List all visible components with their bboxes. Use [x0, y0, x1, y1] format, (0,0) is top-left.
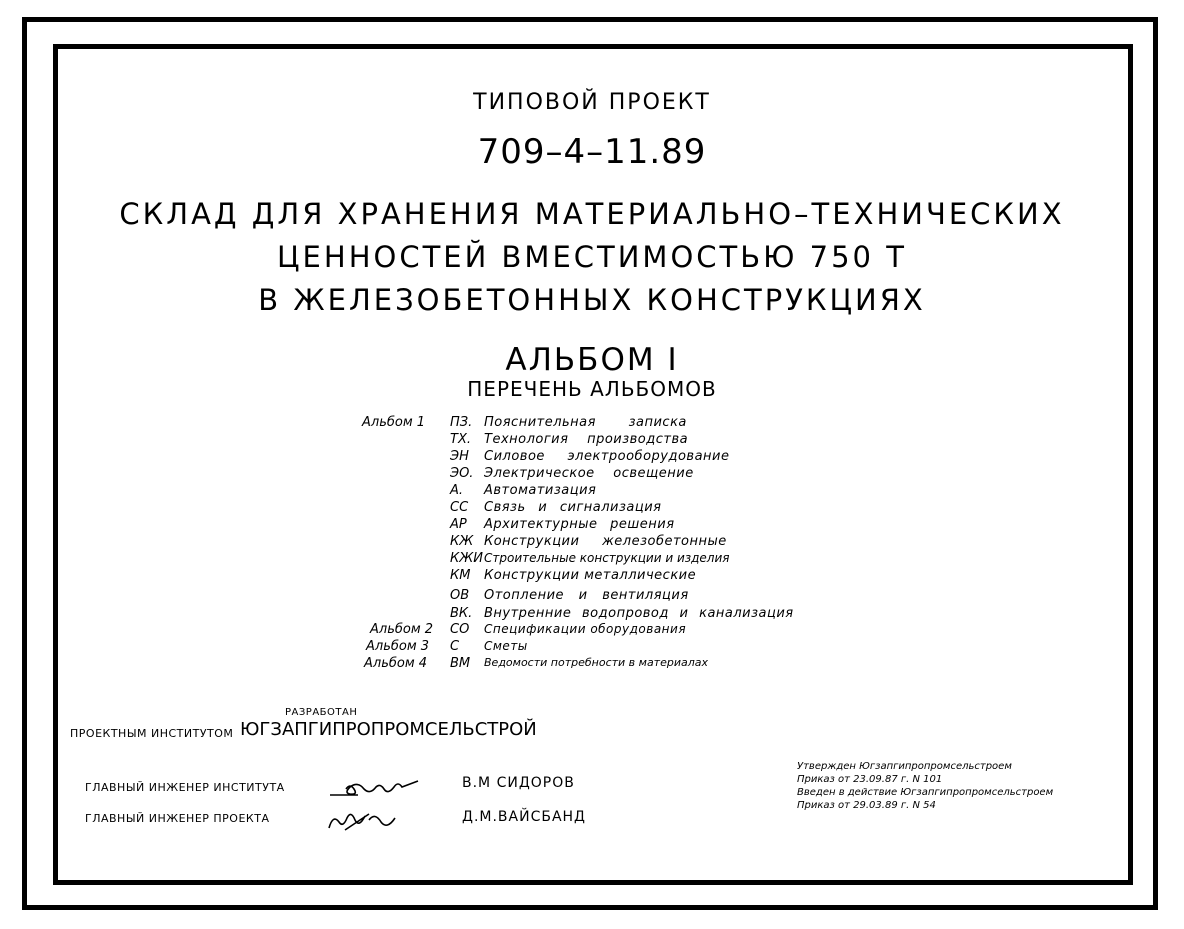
- section-desc: Связь и сигнализация: [484, 500, 662, 515]
- section-desc: Архитектурные решения: [484, 517, 675, 532]
- section-code: ТХ.: [450, 432, 471, 447]
- album-heading: АЛЬБОМ I: [505, 342, 679, 378]
- title-line-1: СКЛАД ДЛЯ ХРАНЕНИЯ МАТЕРИАЛЬНО–ТЕХНИЧЕСКИХ: [119, 197, 1065, 231]
- approval-line: Приказ от 29.03.89 г. N 54: [797, 800, 936, 811]
- project-type: ТИПОВОЙ ПРОЕКТ: [473, 90, 711, 115]
- section-code: ПЗ.: [450, 415, 473, 430]
- album-label: Альбом 4: [364, 656, 428, 671]
- title-line-3: В ЖЕЛЕЗОБЕТОННЫХ КОНСТРУКЦИЯХ: [258, 283, 926, 317]
- signer-name: В.М СИДОРОВ: [462, 775, 575, 791]
- section-desc: Спецификации оборудования: [484, 622, 687, 636]
- section-code: КЖИ: [450, 551, 483, 566]
- section-code: ВК.: [450, 606, 473, 621]
- section-code: ЭН: [450, 449, 469, 464]
- signature-role: ГЛАВНЫЙ ИНЖЕНЕР ИНСТИТУТА: [85, 781, 285, 794]
- section-desc: Электрическое освещение: [484, 466, 694, 481]
- developed-by-label: ПРОЕКТНЫМ ИНСТИТУТОМ: [70, 727, 234, 740]
- section-code: ОВ: [450, 588, 470, 603]
- section-desc: Автоматизация: [484, 483, 597, 498]
- project-number: 709–4–11.89: [477, 132, 707, 172]
- album-subheading: ПЕРЕЧЕНЬ АЛЬБОМОВ: [467, 377, 717, 401]
- section-desc: Строительные конструкции и изделия: [484, 551, 730, 565]
- signature-sidorov: [328, 777, 424, 801]
- section-code: КМ: [450, 568, 471, 583]
- section-desc: Пояснительная записка: [484, 415, 687, 430]
- section-desc: Конструкции металлические: [484, 568, 697, 583]
- section-desc: Конструкции железобетонные: [484, 534, 727, 549]
- album-label: Альбом 3: [366, 639, 430, 654]
- section-code: КЖ: [450, 534, 474, 549]
- section-code: ВМ: [450, 656, 471, 671]
- approval-line: Приказ от 23.09.87 г. N 101: [797, 774, 943, 785]
- institute-name: ЮГЗАПГИПРОПРОМСЕЛЬСТРОЙ: [240, 719, 537, 740]
- section-desc: Технология производства: [484, 432, 689, 447]
- section-desc: Внутренние водопровод и канализация: [484, 606, 794, 621]
- title-line-2: ЦЕННОСТЕЙ ВМЕСТИМОСТЬЮ 750 Т: [277, 240, 907, 274]
- section-desc: Ведомости потребности в материалах: [484, 656, 709, 669]
- section-code: АР: [450, 517, 467, 532]
- developed-label: РАЗРАБОТАН: [285, 707, 358, 718]
- section-code: С: [450, 639, 460, 654]
- section-code: А.: [450, 483, 464, 498]
- section-code: СО: [450, 622, 470, 637]
- approval-note: [797, 760, 1053, 812]
- signature-role: ГЛАВНЫЙ ИНЖЕНЕР ПРОЕКТА: [85, 812, 270, 825]
- approval-line: Утвержден Югзапгипропромсельстроем: [797, 761, 1012, 772]
- section-code: СС: [450, 500, 469, 515]
- signer-name: Д.М.ВАЙСБАНД: [462, 809, 586, 825]
- album-label: Альбом 1: [362, 415, 426, 430]
- section-desc: Силовое электрооборудование: [484, 449, 730, 464]
- album-label: Альбом 2: [370, 622, 434, 637]
- signature-vaisband: [325, 806, 405, 834]
- section-desc: Сметы: [484, 639, 528, 653]
- section-code: ЭО.: [450, 466, 474, 481]
- approval-line: Введен в действие Югзапгипропромсельстроем: [797, 787, 1054, 798]
- section-desc: Отопление и вентиляция: [484, 588, 689, 603]
